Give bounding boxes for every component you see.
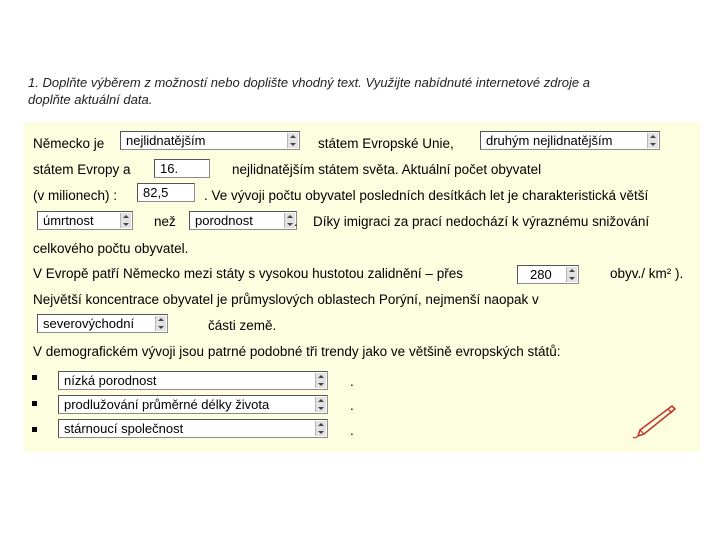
text-koncentrace: Největší koncentrace obyvatel je průmyslových oblastech Porýní, nejmenší naopak v (33, 292, 539, 307)
text-demograficky-vyvoj: V demografickém vývoji jsou patrné podobné tři trendy jako ve většině evropských států: (33, 344, 561, 359)
dropdown-cast-zeme[interactable] (37, 314, 168, 333)
text-trend-end: . (350, 374, 354, 389)
text-nez: než (154, 214, 176, 229)
square-bullet-icon (32, 427, 37, 432)
spinner-arrows-icon[interactable] (120, 213, 131, 228)
dropdown-stat-evropa[interactable] (480, 131, 660, 150)
input-pocet-obyvatel[interactable] (137, 183, 195, 202)
dropdown-value: severovýchodní (43, 316, 135, 331)
input-poradi-svet[interactable] (154, 159, 210, 178)
text-hustota-zalidneni: V Evropě patří Německo mezi státy s vysokou hustotou zalidnění – přes (33, 266, 463, 281)
spinner-arrows-icon[interactable] (287, 133, 298, 148)
dropdown-trend-1[interactable] (58, 371, 328, 390)
dropdown-trend-2[interactable] (58, 395, 328, 414)
dropdown-trend-3[interactable] (58, 419, 328, 438)
stepper-hustota[interactable] (517, 265, 579, 284)
text-celkoveho-poctu: celkového počtu obyvatel. (33, 241, 189, 256)
text-obyv-km: obyv./ km² ). (610, 266, 684, 281)
spinner-arrows-icon[interactable] (315, 397, 326, 412)
text-statem-eu: státem Evropské Unie, (318, 136, 454, 151)
square-bullet-icon (32, 375, 37, 380)
text-vyvoj-poctu: . Ve vývoji počtu obyvatel posledních desítkách let je charakteristická větší (204, 188, 649, 203)
instruction-text (28, 74, 688, 108)
instruction-line-1: 1. Doplňte výběrem z možností nebo doplište vhodný text. Využijte nabídnuté internetové zdroje a (28, 75, 590, 90)
input-value: 16. (160, 161, 179, 176)
spinner-arrows-icon[interactable] (647, 133, 658, 148)
instruction-line-2: doplňte aktuální data. (28, 92, 153, 107)
spinner-arrows-icon[interactable] (315, 421, 326, 436)
dropdown-value: prodlužování průměrné délky života (64, 397, 270, 412)
input-value: 82,5 (143, 185, 169, 200)
text-trend-end: . (350, 398, 354, 413)
dropdown-value: porodnost (195, 213, 253, 228)
dropdown-value: úmrtnost (43, 213, 94, 228)
dropdown-umrtnost[interactable] (37, 211, 133, 230)
dropdown-value: nízká porodnost (64, 373, 157, 388)
text-tecka: . (294, 214, 298, 229)
exercise-panel (24, 122, 700, 452)
dropdown-value: stárnoucí společnost (64, 421, 184, 436)
spinner-arrows-icon[interactable] (315, 373, 326, 388)
dropdown-porodnost[interactable] (189, 211, 297, 230)
dropdown-value: druhým nejlidnatějším (486, 133, 613, 148)
spinner-arrows-icon[interactable] (155, 316, 166, 331)
text-nejlidnatejsim-svet: nejlidnatějším státem světa. Aktuální počet obyvatel (232, 162, 542, 177)
text-trend-end: . (350, 423, 354, 438)
text-statem-evropy: státem Evropy a (33, 162, 131, 177)
pencil-icon (632, 404, 676, 440)
dropdown-value: nejlidnatějším (126, 133, 206, 148)
spinner-arrows-icon[interactable] (566, 267, 577, 282)
square-bullet-icon (32, 401, 37, 406)
text-nemecko-je: Německo je (33, 136, 105, 151)
text-diky-imigraci: Díky imigraci za prací nedochází k výraznému snižování (313, 214, 650, 229)
dropdown-stat-eu[interactable] (120, 131, 300, 150)
text-casti-zeme: části země. (208, 318, 277, 333)
stepper-value: 280 (530, 267, 552, 282)
text-v-milionech: (v milionech) : (33, 188, 118, 203)
